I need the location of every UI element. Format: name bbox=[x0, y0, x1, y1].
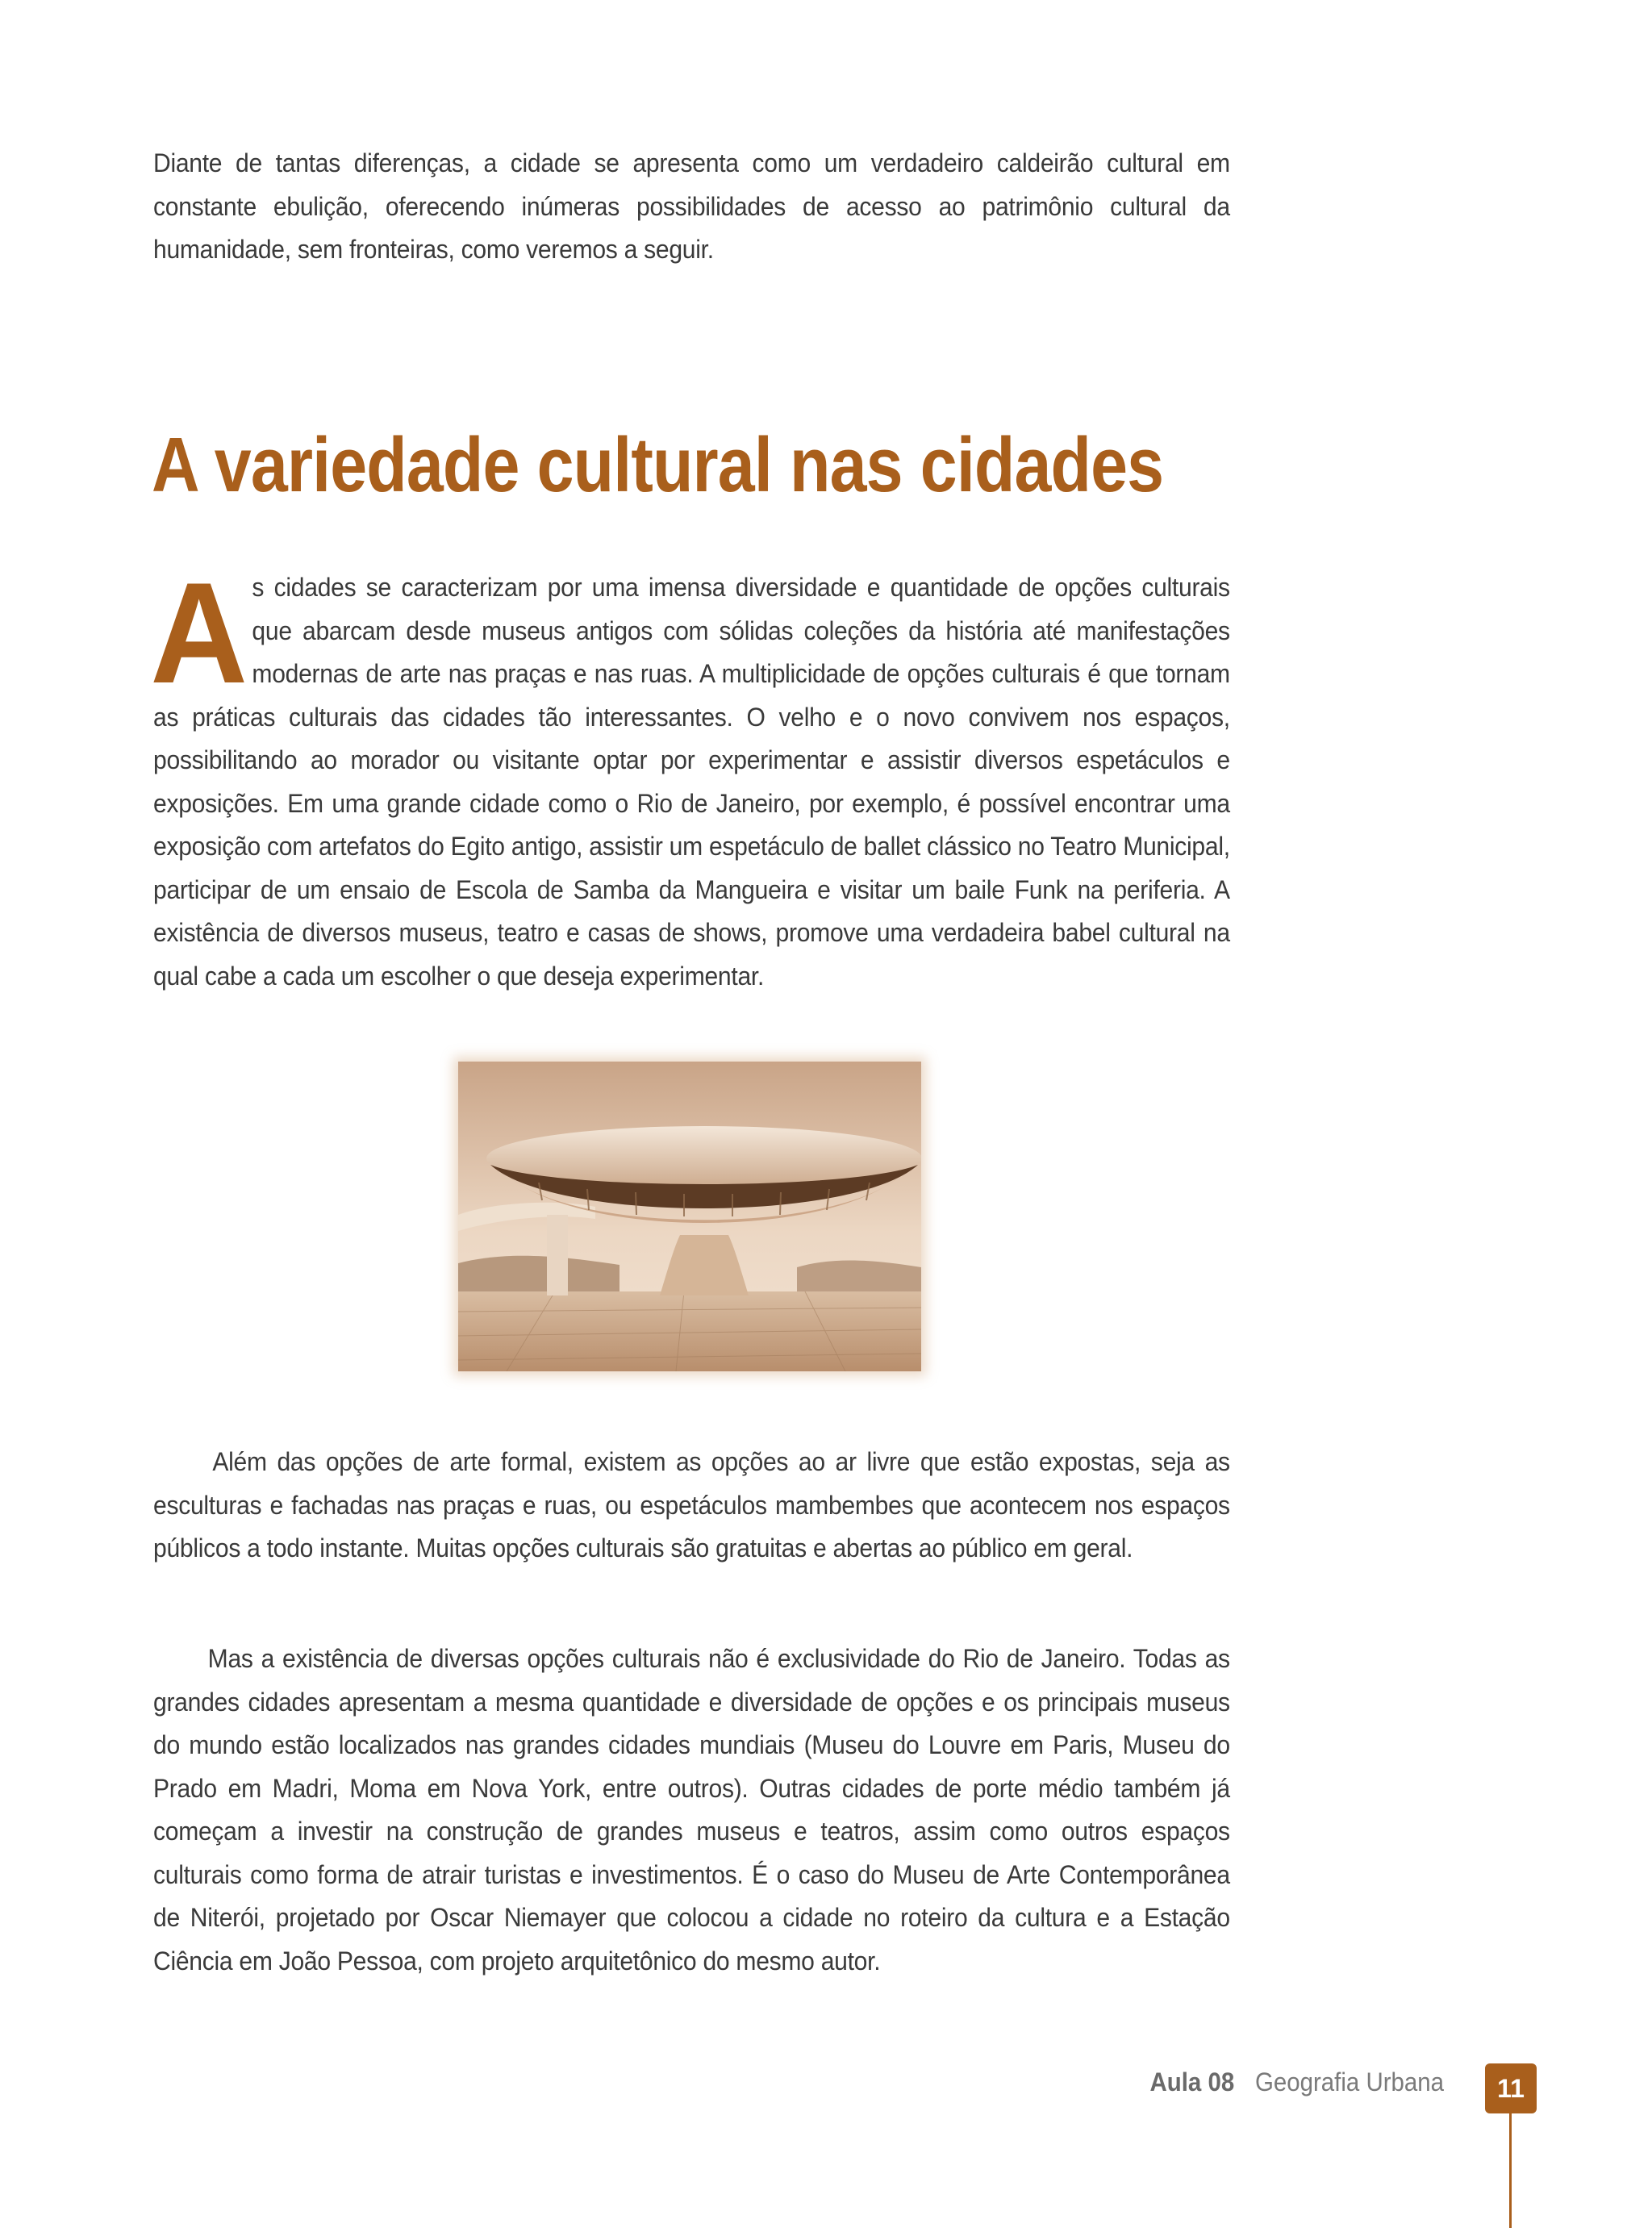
section-heading: A variedade cultural nas cidades bbox=[152, 422, 1164, 508]
body-paragraph-1 bbox=[150, 553, 1230, 998]
footer-lesson: Aula 08 bbox=[1149, 2067, 1235, 2097]
body-paragraph-3: Mas a existência de diversas opções culturais não é exclusividade do Rio de Janeiro. Todas as grandes cidades apresentam a mesma quantidade e diversidade de opções e os principais museus do mundo estão localizados nas grandes cidades mundiais (Museu do Louvre em Paris, Museu do Prado em Madri, Moma em Nova York, entre outros). Outras cidades de porte médio também já começam a investir na construção de grandes museus e teatros, assim como outros espaços culturais como forma de atrair turistas e investimentos. É o caso do Museu de Arte Contemporânea de Niterói, projetado por Oscar Niemayer que colocou a cidade no roteiro da cultura e a Estação Ciência em João Pessoa, com projeto arquitetônico do mesmo autor. bbox=[153, 1644, 1230, 1976]
museum-photo bbox=[458, 1062, 921, 1371]
page-footer bbox=[1080, 2067, 1444, 2097]
intro-paragraph: Diante de tantas diferenças, a cidade se apresenta como um verdadeiro caldeirão cultural em constante ebulição, oferecendo inúmeras possibilidades de acesso ao patrimônio cultural da humanidade, sem fronteiras, como veremos a seguir. bbox=[153, 148, 1230, 264]
footer-subject: Geografia Urbana bbox=[1254, 2067, 1444, 2097]
drop-cap: A bbox=[150, 553, 248, 713]
body-paragraph-1-text: s cidades se caracterizam por uma imensa diversidade e quantidade de opções culturais que abarcam desde museus antigos com sólidas coleções da história até manifestações modernas de arte nas praças e nas ruas. A multiplicidade de opções culturais é que tornam as práticas culturais das cidades tão interessantes. O velho e o novo convivem nos espaços, possibilitando ao morador ou visitante optar por experimentar e assistir diversos espetáculos e exposições. Em uma grande cidade como o Rio de Janeiro, por exemplo, é possível encontrar uma exposição com artefatos do Egito antigo, assistir um espetáculo de ballet clássico no Teatro Municipal, participar de um ensaio de Escola de Samba da Mangueira e visitar um baile Funk na periferia. A existência de diversos museus, teatro e casas de shows, promove uma verdadeira babel cultural na qual cabe a cada um escolher o que deseja experimentar. bbox=[153, 573, 1230, 991]
photo-hills bbox=[458, 1256, 620, 1295]
body-paragraph-2: Além das opções de arte formal, existem as opções ao ar livre que estão expostas, seja as esculturas e fachadas nas praças e ruas, ou espetáculos mambembes que acontecem nos espaços públicos a todo instante. Muitas opções culturais são gratuitas e abertas ao público em geral. bbox=[153, 1447, 1230, 1563]
page-number-line bbox=[1509, 2113, 1512, 2228]
page-number-badge: 11 bbox=[1485, 2063, 1537, 2113]
